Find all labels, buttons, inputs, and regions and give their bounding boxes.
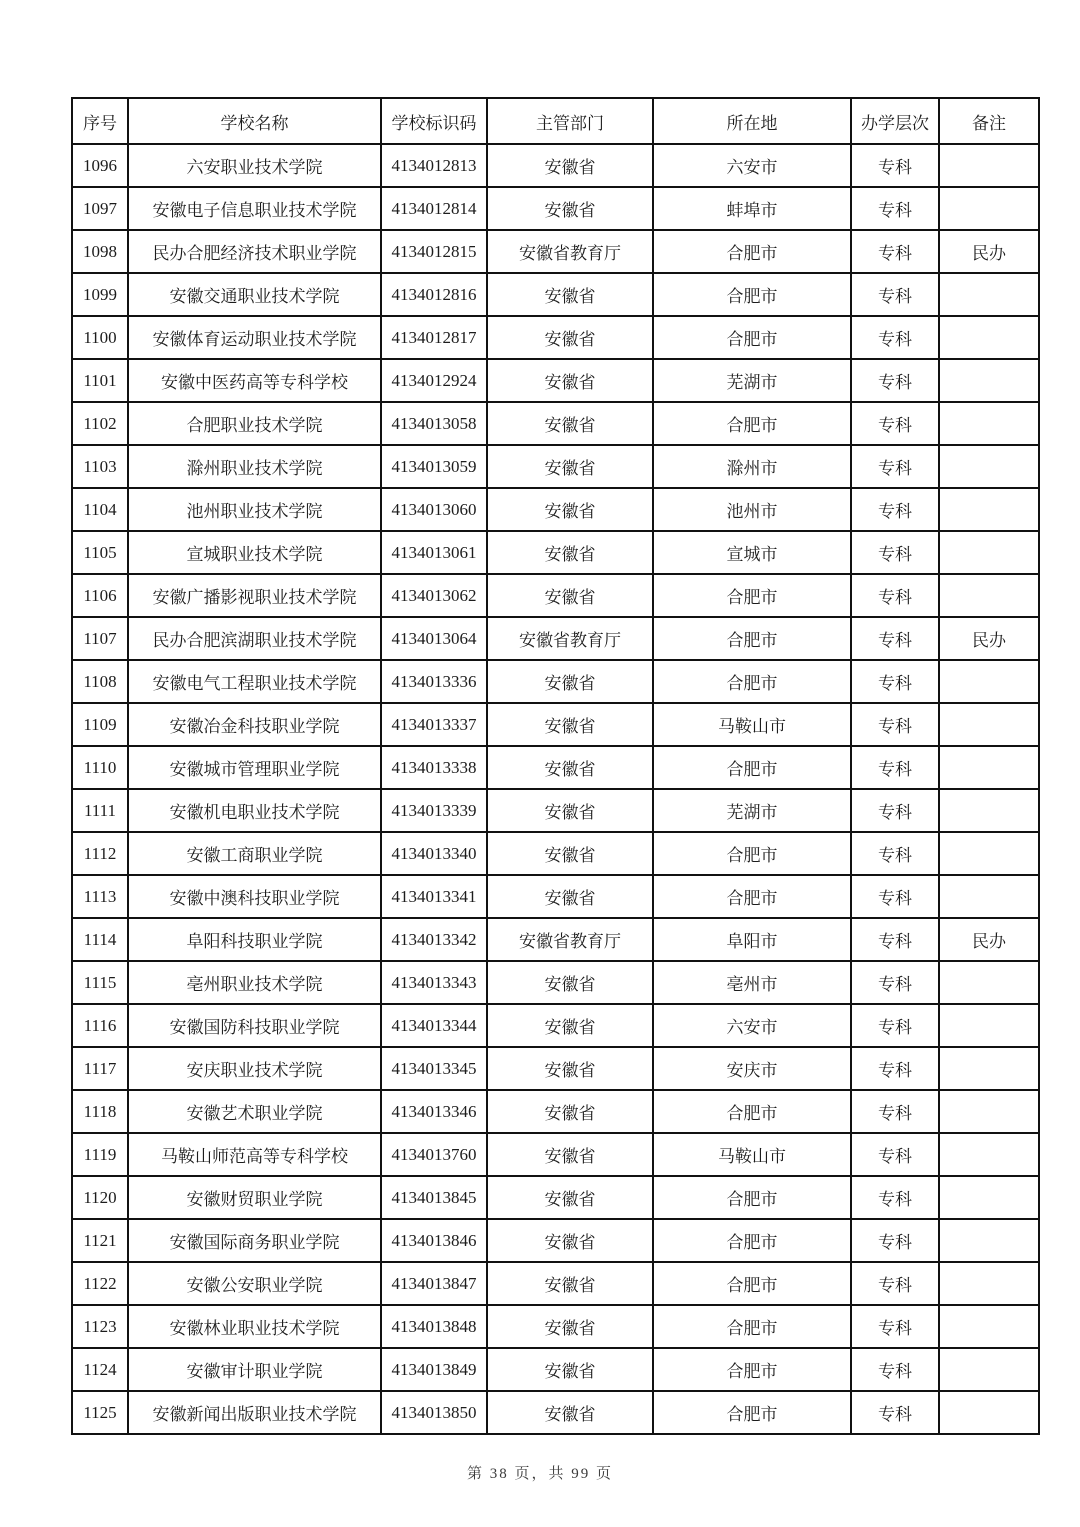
cell-school-name: 六安职业技术学院 (128, 144, 381, 187)
cell-index: 1112 (72, 832, 128, 875)
cell-school-name: 亳州职业技术学院 (128, 961, 381, 1004)
column-header-authority: 主管部门 (487, 98, 653, 144)
table-row (72, 359, 1039, 402)
cell-remark (939, 1176, 1039, 1219)
column-header-school-code: 学校标识码 (381, 98, 487, 144)
cell-index: 1100 (72, 316, 128, 359)
cell-school-name: 安徽冶金科技职业学院 (128, 703, 381, 746)
cell-remark (939, 875, 1039, 918)
cell-school-name: 池州职业技术学院 (128, 488, 381, 531)
cell-school-code: 4134013061 (381, 531, 487, 574)
cell-school-name: 安徽中澳科技职业学院 (128, 875, 381, 918)
cell-remark (939, 1305, 1039, 1348)
cell-school-name: 民办合肥经济技术职业学院 (128, 230, 381, 273)
cell-location: 合肥市 (653, 230, 851, 273)
table-row (72, 574, 1039, 617)
cell-level: 专科 (851, 1004, 939, 1047)
cell-index: 1125 (72, 1391, 128, 1434)
table-row (72, 230, 1039, 273)
table-row (72, 273, 1039, 316)
cell-school-code: 4134012815 (381, 230, 487, 273)
cell-level: 专科 (851, 531, 939, 574)
cell-location: 滁州市 (653, 445, 851, 488)
cell-level: 专科 (851, 359, 939, 402)
cell-location: 池州市 (653, 488, 851, 531)
cell-level: 专科 (851, 488, 939, 531)
cell-school-name: 安徽国防科技职业学院 (128, 1004, 381, 1047)
cell-authority: 安徽省 (487, 1262, 653, 1305)
cell-location: 马鞍山市 (653, 703, 851, 746)
cell-school-code: 4134013058 (381, 402, 487, 445)
cell-school-code: 4134013062 (381, 574, 487, 617)
cell-level: 专科 (851, 273, 939, 316)
cell-level: 专科 (851, 961, 939, 1004)
cell-authority: 安徽省 (487, 574, 653, 617)
cell-level: 专科 (851, 1133, 939, 1176)
cell-level: 专科 (851, 789, 939, 832)
cell-level: 专科 (851, 144, 939, 187)
table-body (72, 144, 1039, 1434)
cell-location: 阜阳市 (653, 918, 851, 961)
cell-location: 芜湖市 (653, 789, 851, 832)
cell-school-code: 4134012817 (381, 316, 487, 359)
cell-remark (939, 660, 1039, 703)
cell-school-name: 安徽艺术职业学院 (128, 1090, 381, 1133)
table-row (72, 703, 1039, 746)
cell-index: 1124 (72, 1348, 128, 1391)
cell-remark (939, 531, 1039, 574)
cell-remark (939, 273, 1039, 316)
cell-school-code: 4134013345 (381, 1047, 487, 1090)
cell-location: 合肥市 (653, 316, 851, 359)
cell-remark (939, 1348, 1039, 1391)
table-row (72, 1004, 1039, 1047)
cell-location: 合肥市 (653, 574, 851, 617)
cell-school-code: 4134013760 (381, 1133, 487, 1176)
cell-school-code: 4134012814 (381, 187, 487, 230)
cell-remark (939, 144, 1039, 187)
cell-school-code: 4134013337 (381, 703, 487, 746)
cell-index: 1117 (72, 1047, 128, 1090)
cell-authority: 安徽省 (487, 316, 653, 359)
cell-level: 专科 (851, 1219, 939, 1262)
cell-school-name: 滁州职业技术学院 (128, 445, 381, 488)
cell-level: 专科 (851, 574, 939, 617)
cell-remark (939, 1047, 1039, 1090)
cell-location: 蚌埠市 (653, 187, 851, 230)
cell-index: 1101 (72, 359, 128, 402)
table-row (72, 1047, 1039, 1090)
cell-authority: 安徽省 (487, 746, 653, 789)
cell-remark (939, 832, 1039, 875)
cell-school-name: 安徽体育运动职业技术学院 (128, 316, 381, 359)
cell-school-code: 4134012924 (381, 359, 487, 402)
cell-authority: 安徽省 (487, 1090, 653, 1133)
schools-table (71, 97, 1040, 1435)
cell-level: 专科 (851, 1348, 939, 1391)
table-row (72, 746, 1039, 789)
cell-school-code: 4134013336 (381, 660, 487, 703)
cell-location: 合肥市 (653, 273, 851, 316)
table-header-row (72, 98, 1039, 144)
cell-level: 专科 (851, 230, 939, 273)
cell-remark (939, 187, 1039, 230)
cell-authority: 安徽省 (487, 703, 653, 746)
cell-school-name: 安徽工商职业学院 (128, 832, 381, 875)
cell-school-code: 4134013059 (381, 445, 487, 488)
cell-index: 1115 (72, 961, 128, 1004)
cell-authority: 安徽省 (487, 1176, 653, 1219)
cell-school-name: 安徽审计职业学院 (128, 1348, 381, 1391)
table-row (72, 1348, 1039, 1391)
cell-school-code: 4134013064 (381, 617, 487, 660)
cell-index: 1109 (72, 703, 128, 746)
cell-location: 合肥市 (653, 1348, 851, 1391)
cell-authority: 安徽省教育厅 (487, 617, 653, 660)
cell-authority: 安徽省 (487, 832, 653, 875)
cell-index: 1108 (72, 660, 128, 703)
cell-school-name: 安徽公安职业学院 (128, 1262, 381, 1305)
cell-authority: 安徽省 (487, 961, 653, 1004)
cell-school-code: 4134012816 (381, 273, 487, 316)
cell-authority: 安徽省 (487, 402, 653, 445)
cell-school-code: 4134013344 (381, 1004, 487, 1047)
cell-authority: 安徽省 (487, 273, 653, 316)
cell-remark (939, 402, 1039, 445)
cell-school-code: 4134013846 (381, 1219, 487, 1262)
cell-authority: 安徽省 (487, 144, 653, 187)
table-row (72, 660, 1039, 703)
column-header-remark: 备注 (939, 98, 1039, 144)
cell-level: 专科 (851, 1176, 939, 1219)
cell-authority: 安徽省 (487, 359, 653, 402)
cell-index: 1098 (72, 230, 128, 273)
cell-index: 1096 (72, 144, 128, 187)
cell-index: 1099 (72, 273, 128, 316)
cell-level: 专科 (851, 1090, 939, 1133)
table-row (72, 445, 1039, 488)
cell-level: 专科 (851, 316, 939, 359)
cell-index: 1105 (72, 531, 128, 574)
cell-index: 1122 (72, 1262, 128, 1305)
cell-index: 1097 (72, 187, 128, 230)
cell-index: 1111 (72, 789, 128, 832)
cell-authority: 安徽省 (487, 488, 653, 531)
cell-remark (939, 1262, 1039, 1305)
cell-authority: 安徽省教育厅 (487, 918, 653, 961)
cell-level: 专科 (851, 832, 939, 875)
cell-level: 专科 (851, 1305, 939, 1348)
cell-location: 合肥市 (653, 875, 851, 918)
cell-remark (939, 1004, 1039, 1047)
cell-school-code: 4134013847 (381, 1262, 487, 1305)
cell-index: 1123 (72, 1305, 128, 1348)
table-row (72, 316, 1039, 359)
cell-remark: 民办 (939, 230, 1039, 273)
cell-school-code: 4134013343 (381, 961, 487, 1004)
cell-remark: 民办 (939, 918, 1039, 961)
cell-authority: 安徽省教育厅 (487, 230, 653, 273)
cell-remark (939, 1090, 1039, 1133)
cell-school-name: 安徽交通职业技术学院 (128, 273, 381, 316)
cell-school-code: 4134013338 (381, 746, 487, 789)
cell-location: 合肥市 (653, 1090, 851, 1133)
cell-location: 合肥市 (653, 1219, 851, 1262)
cell-level: 专科 (851, 1047, 939, 1090)
cell-location: 马鞍山市 (653, 1133, 851, 1176)
cell-level: 专科 (851, 1391, 939, 1434)
cell-remark (939, 1219, 1039, 1262)
cell-level: 专科 (851, 660, 939, 703)
cell-school-code: 4134013060 (381, 488, 487, 531)
cell-school-name: 安徽林业职业技术学院 (128, 1305, 381, 1348)
cell-school-code: 4134013346 (381, 1090, 487, 1133)
cell-location: 安庆市 (653, 1047, 851, 1090)
table-row (72, 918, 1039, 961)
cell-authority: 安徽省 (487, 445, 653, 488)
cell-index: 1102 (72, 402, 128, 445)
cell-school-name: 安徽国际商务职业学院 (128, 1219, 381, 1262)
cell-school-name: 安徽财贸职业学院 (128, 1176, 381, 1219)
cell-school-code: 4134013341 (381, 875, 487, 918)
cell-school-code: 4134013340 (381, 832, 487, 875)
cell-location: 合肥市 (653, 617, 851, 660)
cell-school-code: 4134013342 (381, 918, 487, 961)
cell-level: 专科 (851, 746, 939, 789)
cell-remark (939, 574, 1039, 617)
table-row (72, 1305, 1039, 1348)
cell-school-name: 阜阳科技职业学院 (128, 918, 381, 961)
cell-authority: 安徽省 (487, 531, 653, 574)
cell-index: 1114 (72, 918, 128, 961)
cell-school-name: 安徽电子信息职业技术学院 (128, 187, 381, 230)
cell-remark (939, 789, 1039, 832)
cell-authority: 安徽省 (487, 1047, 653, 1090)
cell-remark (939, 488, 1039, 531)
cell-authority: 安徽省 (487, 187, 653, 230)
cell-school-name: 安徽电气工程职业技术学院 (128, 660, 381, 703)
table-row (72, 531, 1039, 574)
cell-authority: 安徽省 (487, 1219, 653, 1262)
table-row (72, 144, 1039, 187)
cell-location: 合肥市 (653, 832, 851, 875)
cell-location: 六安市 (653, 144, 851, 187)
cell-school-name: 安徽广播影视职业技术学院 (128, 574, 381, 617)
table-row (72, 875, 1039, 918)
table-row (72, 1090, 1039, 1133)
table-row (72, 1176, 1039, 1219)
table-row (72, 961, 1039, 1004)
cell-school-code: 4134013845 (381, 1176, 487, 1219)
cell-remark (939, 359, 1039, 402)
cell-remark: 民办 (939, 617, 1039, 660)
cell-school-name: 安徽中医药高等专科学校 (128, 359, 381, 402)
cell-level: 专科 (851, 187, 939, 230)
cell-authority: 安徽省 (487, 1348, 653, 1391)
table-row (72, 832, 1039, 875)
cell-index: 1103 (72, 445, 128, 488)
table-row (72, 1391, 1039, 1434)
table-row (72, 402, 1039, 445)
cell-remark (939, 1133, 1039, 1176)
table-row (72, 617, 1039, 660)
cell-location: 合肥市 (653, 660, 851, 703)
cell-remark (939, 445, 1039, 488)
cell-remark (939, 746, 1039, 789)
column-header-level: 办学层次 (851, 98, 939, 144)
cell-school-name: 安徽城市管理职业学院 (128, 746, 381, 789)
cell-location: 亳州市 (653, 961, 851, 1004)
cell-index: 1107 (72, 617, 128, 660)
cell-location: 宣城市 (653, 531, 851, 574)
table-row (72, 187, 1039, 230)
cell-index: 1118 (72, 1090, 128, 1133)
cell-level: 专科 (851, 617, 939, 660)
cell-location: 合肥市 (653, 746, 851, 789)
cell-index: 1110 (72, 746, 128, 789)
cell-location: 合肥市 (653, 1305, 851, 1348)
table-row (72, 1133, 1039, 1176)
cell-school-name: 民办合肥滨湖职业技术学院 (128, 617, 381, 660)
cell-index: 1106 (72, 574, 128, 617)
cell-remark (939, 961, 1039, 1004)
cell-location: 合肥市 (653, 1262, 851, 1305)
cell-level: 专科 (851, 918, 939, 961)
cell-authority: 安徽省 (487, 660, 653, 703)
table-row (72, 488, 1039, 531)
cell-school-code: 4134013339 (381, 789, 487, 832)
cell-level: 专科 (851, 703, 939, 746)
cell-school-name: 安徽新闻出版职业技术学院 (128, 1391, 381, 1434)
cell-authority: 安徽省 (487, 1305, 653, 1348)
cell-level: 专科 (851, 402, 939, 445)
cell-index: 1120 (72, 1176, 128, 1219)
cell-index: 1104 (72, 488, 128, 531)
table-row (72, 789, 1039, 832)
table-row (72, 1262, 1039, 1305)
cell-school-name: 合肥职业技术学院 (128, 402, 381, 445)
cell-index: 1121 (72, 1219, 128, 1262)
cell-authority: 安徽省 (487, 1004, 653, 1047)
cell-authority: 安徽省 (487, 1391, 653, 1434)
cell-level: 专科 (851, 1262, 939, 1305)
cell-index: 1119 (72, 1133, 128, 1176)
page-footer: 第 38 页，共 99 页 (466, 1466, 613, 1482)
cell-location: 合肥市 (653, 402, 851, 445)
cell-location: 六安市 (653, 1004, 851, 1047)
cell-school-name: 安庆职业技术学院 (128, 1047, 381, 1090)
cell-authority: 安徽省 (487, 789, 653, 832)
cell-school-name: 宣城职业技术学院 (128, 531, 381, 574)
cell-location: 芜湖市 (653, 359, 851, 402)
cell-school-name: 安徽机电职业技术学院 (128, 789, 381, 832)
cell-school-code: 4134013850 (381, 1391, 487, 1434)
cell-school-name: 马鞍山师范高等专科学校 (128, 1133, 381, 1176)
cell-school-code: 4134012813 (381, 144, 487, 187)
cell-location: 合肥市 (653, 1391, 851, 1434)
cell-authority: 安徽省 (487, 875, 653, 918)
cell-index: 1116 (72, 1004, 128, 1047)
cell-remark (939, 1391, 1039, 1434)
cell-level: 专科 (851, 445, 939, 488)
cell-level: 专科 (851, 875, 939, 918)
column-header-location: 所在地 (653, 98, 851, 144)
cell-school-code: 4134013849 (381, 1348, 487, 1391)
column-header-school-name: 学校名称 (128, 98, 381, 144)
cell-index: 1113 (72, 875, 128, 918)
cell-school-code: 4134013848 (381, 1305, 487, 1348)
column-header-index: 序号 (72, 98, 128, 144)
cell-authority: 安徽省 (487, 1133, 653, 1176)
table-row (72, 1219, 1039, 1262)
cell-location: 合肥市 (653, 1176, 851, 1219)
cell-remark (939, 703, 1039, 746)
cell-remark (939, 316, 1039, 359)
